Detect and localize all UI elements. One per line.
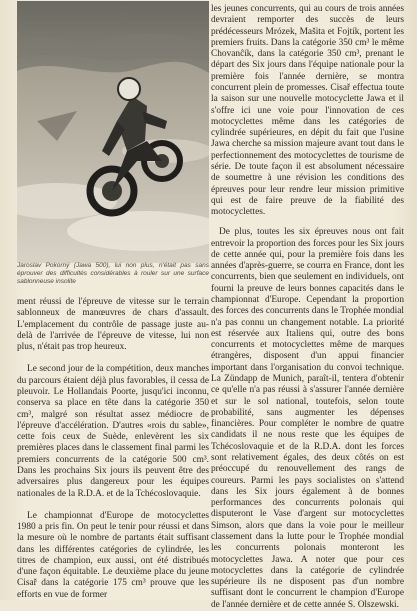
paragraph: les jeunes concurrents, qui au cours de trois années devraient remporter des succès de leurs prédécesseurs Mrózek, Mašita et Fojtík, portent les premiers fruits. Dans la catégorie 350 cm³ le même Chovanĉík, dans la catégorie 350 cm³, prenant le départ des Six jours dans l'équipe nationale pour la première fois l'année dernière, se montra concurrent plein de promesses. Cisař effectua toute la saison sur une nouvelle motocyclette Jawa et il s'offre ici une voie pour l'innovation de ces motocyclettes même dans les catégories de cylindrée supérieures, en dépit du fait que l'usine Jawa cherche sa mission majeure avant tout dans le perfectionnement des motocyclettes de tourisme de série. De toute façon il est absolument nécessaire de soumettre à une révision les conditions des épreuves pour leur rendre leur mission primitive qui est de faire preuve de la fiabilité des motocyclettes. [211,4,404,218]
paragraph: Le second jour de la compétition, deux manches du parcours étaient déjà plus favorables, il cessa de pleuvoir. Le Hollandais Poorte, jusqu'ici inconnu, conserva sa place en tête dans la catégorie 350 cm³, malgré son résultat assez médiocre de l'épreuve d'accélération. D'autres «rois du sable», cette fois ceux de Suède, enlevèrent les six premières places dans le classement final parmi les premiers concurrents de la catégorie 500 cm³. Dans les prochains Six jours ils peuvent être des adversaires plus dangereux pour les équipes nationales de la R.D.A. et de la Tchécoslovaquie. [17,364,209,499]
motocross-rider-photo-icon [17,1,209,263]
paragraph: Le championnat d'Europe de motocyclettes 1980 a pris fin. On peut le tenir pour réussi et dans la mesure où le nombre de partants était suffisant dans les différentes catégories de cylindrée, les titres de champion, eux aussi, ont été distribués d'une façon équitable. Le deuxième place du jeune Cisař dans la catégorie 175 cm³ prouve que les efforts en vue de former [17,510,209,600]
paragraph: De plus, toutes les six épreuves nous ont fait entrevoir la proportion des forces pour les Six jours de cette année qui, pour la première fois dans les années d'après-guerre, se courra en France, dont les concurrents, bien que seulement en individuels, ont fourni la preuve de leurs bonnes capacités dans le championnat d'Europe. Cependant la proportion des forces des concurrents dans le Trophée mondial n'a pas connu un changement notable. La priorité est réservée aux Italiens qui, outre des bons concurrents et motocyclettes même de marques étrangères, disposent d'un appui financier important dans l'organisation du convoi technique. La Zündapp de Munich, paraît-il, tentera d'obtenir ce qu'elle n'a pas réussi à s'assurer l'année dernière et sur le sol national, toutefois, selon toute probabilité, sans augmenter les dépenses financières. Pour compléter le nombre de quatre candidats il ne nous reste que les équipes de Tchécoslovaquie et de la R.D.A. dont les forces sont relativement égales, des deux côtés on est préoccupé du renouvellement des rangs de coureurs. Parmi les pays socialistes on s'attend dans les Six jours également à de bonnes performances des concurrents polonais qui disputeront le Vase d'argent sur motocyclettes Simson, alors que dans la voie pour le meilleur classement dans la lutte pour le Trophée mondial les concurrents polonais monteront les motocyclettes Jawa. A noter que pour ces motocyclettes dans la catégorie de cylindrée supérieure ils ne disposent pas d'un nombre suffisant dont le concurrent le champion d'Europe de l'année dernière et de cette année S. Olszewski. [211,227,404,610]
paragraph: ment réussi de l'épreuve de vitesse sur le terrain sablonneux de manœuvres de chars d'assault. L'emplacement du contrôle de passage juste au-delà de l'arrivée de l'épreuve de vitesse, lui non plus, n'était pas trop heureux. [17,297,209,353]
left-column [17,297,209,601]
photo-caption: Jaroslav Pokorný (Jawa 500), lui non plus, n'était pas sans éprouver des difficultés considérables à rouler sur une surface sablonneuse insolite [17,262,209,285]
right-column [211,4,404,611]
motocross-photo [17,1,209,263]
